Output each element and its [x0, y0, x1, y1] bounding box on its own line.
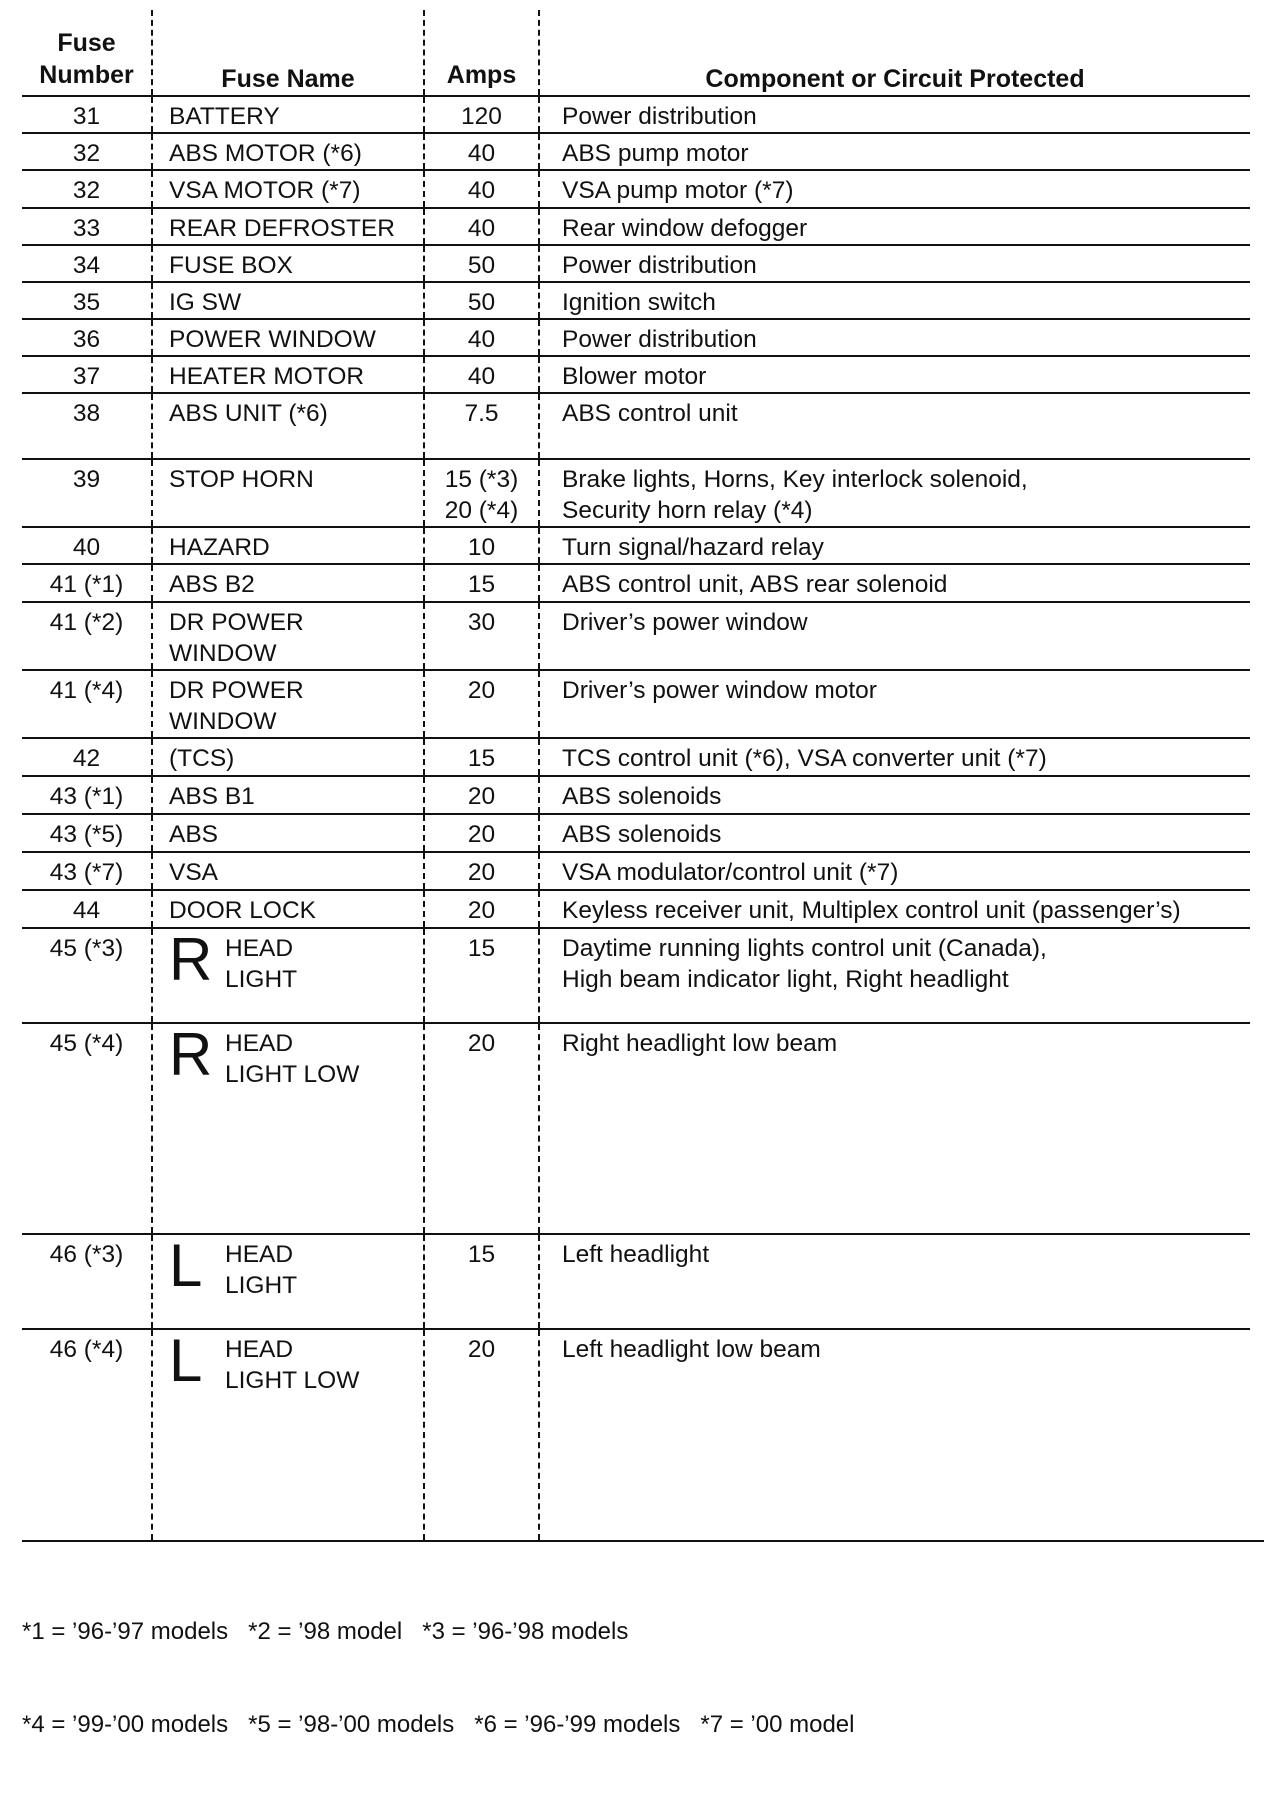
table-row	[22, 928, 1250, 1023]
fuse-name-line: ABS B1	[169, 783, 255, 810]
amps	[424, 393, 539, 459]
fuse-name-lines	[225, 933, 297, 995]
component	[539, 245, 1250, 282]
amps-value: 15	[467, 1241, 496, 1268]
fuse-name	[152, 96, 424, 133]
fuse-name	[152, 319, 424, 356]
component	[539, 814, 1250, 852]
table-row	[22, 527, 1250, 564]
fuse-number: 41 (*1)	[49, 571, 124, 598]
component	[539, 738, 1250, 776]
fuse-name-line: HAZARD	[169, 534, 270, 561]
component	[539, 527, 1250, 564]
fuse-name	[152, 1329, 424, 1540]
component-line: ABS solenoids	[562, 783, 722, 810]
amps-value: 7.5	[464, 400, 499, 427]
header-component: Component or Circuit Protected	[539, 10, 1250, 96]
fuse-name-line: HEAD	[225, 1030, 294, 1057]
fuse-table	[22, 10, 1250, 1540]
table-row	[22, 393, 1250, 459]
fuse-number: 40	[72, 534, 101, 561]
amps-value: 20	[467, 859, 496, 886]
table-row	[22, 1329, 1250, 1540]
component	[539, 602, 1250, 670]
amps-value: 20	[467, 897, 496, 924]
fuse-name	[152, 670, 424, 738]
fuse-number: 32	[72, 177, 101, 204]
component-line: Keyless receiver unit, Multiplex control unit (passenger’s)	[562, 897, 1181, 924]
fuse-name-line: LIGHT	[225, 966, 298, 993]
amps	[424, 133, 539, 170]
component	[539, 852, 1250, 890]
fuse-name-line: ABS UNIT (*6)	[169, 400, 328, 427]
component-line: High beam indicator light, Right headlight	[562, 966, 1009, 993]
component	[539, 133, 1250, 170]
table-row	[22, 602, 1250, 670]
fuse-number: 36	[72, 326, 101, 353]
component-line: Driver’s power window motor	[562, 677, 877, 704]
amps-value: 15	[467, 935, 496, 962]
fuse-name-lines	[225, 1028, 359, 1090]
component-line: ABS control unit	[562, 400, 738, 427]
header-fuse-name: Fuse Name	[152, 10, 424, 96]
amps	[424, 890, 539, 928]
fuse-number: 33	[72, 215, 101, 242]
amps	[424, 1234, 539, 1329]
amps	[424, 670, 539, 738]
amps	[424, 1329, 539, 1540]
amps	[424, 602, 539, 670]
component-line: ABS solenoids	[562, 821, 722, 848]
header-fuse-number-line1: Fuse	[57, 29, 116, 57]
component-line: Rear window defogger	[562, 215, 808, 242]
fuse-name-line: ABS B2	[169, 571, 255, 598]
fuse-name	[152, 602, 424, 670]
amps-value: 20	[467, 1030, 496, 1057]
fuse-number: 44	[72, 897, 101, 924]
amps-value: 15 (*3)	[444, 466, 519, 493]
fuse-number: 32	[72, 140, 101, 167]
component-line: ABS pump motor	[562, 140, 749, 167]
fuse-name	[152, 208, 424, 245]
amps-value: 40	[467, 215, 496, 242]
fuse-name-line: DOOR LOCK	[169, 897, 317, 924]
fuse-name	[152, 170, 424, 208]
amps	[424, 776, 539, 814]
amps-value: 15	[467, 745, 496, 772]
header-row	[22, 10, 1250, 96]
fuse-name-line: HEAD	[225, 1241, 294, 1268]
component-line: TCS control unit (*6), VSA converter unit (*7)	[562, 745, 1047, 772]
table-row	[22, 245, 1250, 282]
fuse-number: 42	[72, 745, 101, 772]
fuse-name	[152, 356, 424, 393]
fuse-name	[152, 527, 424, 564]
amps-value: 20	[467, 821, 496, 848]
component-line: ABS control unit, ABS rear solenoid	[562, 571, 948, 598]
fuse-name	[152, 738, 424, 776]
component-line: Left headlight low beam	[562, 1336, 821, 1363]
amps	[424, 319, 539, 356]
fuse-number: 45 (*4)	[49, 1030, 124, 1057]
fuse-name	[152, 133, 424, 170]
fuse-name	[152, 1234, 424, 1329]
component	[539, 282, 1250, 319]
component	[539, 393, 1250, 459]
table-row	[22, 133, 1250, 170]
amps	[424, 564, 539, 602]
fuse-name-line: ABS MOTOR (*6)	[169, 140, 362, 167]
fuse-number: 45 (*3)	[49, 935, 124, 962]
footnotes	[22, 1554, 1262, 1802]
table-row	[22, 1023, 1250, 1234]
component-line: Power distribution	[562, 252, 757, 279]
fuse-number: 43 (*1)	[49, 783, 124, 810]
fuse-name	[152, 852, 424, 890]
table-row	[22, 738, 1250, 776]
component-line: Ignition switch	[562, 289, 716, 316]
component-line: Blower motor	[562, 363, 707, 390]
table-row	[22, 96, 1250, 133]
fuse-number: 41 (*2)	[49, 609, 124, 636]
fuse-name-line: HEATER MOTOR	[169, 363, 365, 390]
amps-value: 20 (*4)	[444, 497, 519, 524]
amps-value: 10	[467, 534, 496, 561]
header-fuse-number-line2: Number	[39, 61, 134, 89]
table-row	[22, 890, 1250, 928]
component-line: Driver’s power window	[562, 609, 808, 636]
amps	[424, 1023, 539, 1234]
component-line: Daytime running lights control unit (Canada),	[562, 935, 1047, 962]
table-row	[22, 282, 1250, 319]
amps	[424, 928, 539, 1023]
amps-value: 15	[467, 571, 496, 598]
bottom-rule	[22, 1540, 1264, 1542]
fuse-name-line: LIGHT LOW	[225, 1367, 360, 1394]
fuse-name	[152, 459, 424, 527]
component	[539, 1234, 1250, 1329]
component	[539, 564, 1250, 602]
component	[539, 96, 1250, 133]
fuse-name	[152, 564, 424, 602]
fuse-number: 43 (*5)	[49, 821, 124, 848]
headlight-side: L	[169, 1232, 203, 1299]
fuse-name-lines	[225, 1239, 297, 1301]
table-row	[22, 319, 1250, 356]
component	[539, 170, 1250, 208]
component	[539, 1329, 1250, 1540]
fuse-number: 46 (*3)	[49, 1241, 124, 1268]
fuse-name-line: IG SW	[169, 289, 242, 316]
fuse-name	[152, 814, 424, 852]
amps-value: 50	[467, 289, 496, 316]
component	[539, 319, 1250, 356]
fuse-name-line: LIGHT	[225, 1272, 298, 1299]
component	[539, 928, 1250, 1023]
amps	[424, 356, 539, 393]
amps-value: 40	[467, 177, 496, 204]
amps-value: 120	[461, 103, 502, 130]
component-line: VSA modulator/control unit (*7)	[562, 859, 899, 886]
fuse-number: 41 (*4)	[49, 677, 124, 704]
amps	[424, 282, 539, 319]
fuse-name	[152, 245, 424, 282]
footnote-line1: *1 = ’96-’97 models *2 = ’98 model *3 = ’96-’98 models	[22, 1618, 629, 1645]
fuse-name-line: DR POWER	[169, 609, 304, 636]
fuse-name	[152, 890, 424, 928]
fuse-number: 43 (*7)	[49, 859, 124, 886]
headlight-side: R	[169, 1021, 213, 1088]
component-line: Power distribution	[562, 103, 757, 130]
amps-value: 30	[467, 609, 496, 636]
table-row	[22, 356, 1250, 393]
amps	[424, 852, 539, 890]
component	[539, 459, 1250, 527]
header-amps: Amps	[424, 10, 539, 96]
amps	[424, 208, 539, 245]
fuse-name-line: REAR DEFROSTER	[169, 215, 395, 242]
fuse-name-line: HEAD	[225, 935, 294, 962]
table-row	[22, 670, 1250, 738]
fuse-name-line: (TCS)	[169, 745, 235, 772]
fuse-name	[152, 393, 424, 459]
fuse-number: 34	[72, 252, 101, 279]
fuse-number: 39	[72, 466, 101, 493]
amps-value: 40	[467, 326, 496, 353]
fuse-number: 31	[72, 103, 101, 130]
amps	[424, 738, 539, 776]
fuse-name-line: POWER WINDOW	[169, 326, 376, 353]
component-line: Turn signal/hazard relay	[562, 534, 824, 561]
component	[539, 776, 1250, 814]
fuse-number: 38	[72, 400, 101, 427]
table-row	[22, 459, 1250, 527]
fuse-name-line: FUSE BOX	[169, 252, 293, 279]
fuse-number: 35	[72, 289, 101, 316]
amps	[424, 96, 539, 133]
fuse-name-line: VSA MOTOR (*7)	[169, 177, 361, 204]
fuse-name-line: VSA	[169, 859, 219, 886]
component	[539, 356, 1250, 393]
header-fuse-number	[22, 10, 152, 96]
table-row	[22, 170, 1250, 208]
fuse-number: 46 (*4)	[49, 1336, 124, 1363]
amps	[424, 814, 539, 852]
fuse-name-line: LIGHT LOW	[225, 1061, 360, 1088]
amps	[424, 245, 539, 282]
amps-value: 40	[467, 363, 496, 390]
component-line: Security horn relay (*4)	[562, 497, 813, 524]
amps	[424, 459, 539, 527]
fuse-name-line: WINDOW	[169, 708, 277, 735]
component-line: Right headlight low beam	[562, 1030, 838, 1057]
fuse-name-line: ABS	[169, 821, 219, 848]
fuse-name	[152, 928, 424, 1023]
amps	[424, 170, 539, 208]
table-row	[22, 814, 1250, 852]
component-line: VSA pump motor (*7)	[562, 177, 794, 204]
footnote-line2: *4 = ’99-’00 models *5 = ’98-’00 models *6 = ’96-’99 models *7 = ’00 model	[22, 1711, 855, 1738]
component-line: Left headlight	[562, 1241, 710, 1268]
table-row	[22, 852, 1250, 890]
component	[539, 208, 1250, 245]
fuse-name-line: WINDOW	[169, 640, 277, 667]
fuse-name-line: STOP HORN	[169, 466, 314, 493]
amps-value: 20	[467, 1336, 496, 1363]
fuse-name-line: DR POWER	[169, 677, 304, 704]
table-row	[22, 564, 1250, 602]
fuse-name-line: HEAD	[225, 1336, 294, 1363]
component-line: Brake lights, Horns, Key interlock solenoid,	[562, 466, 1028, 493]
amps-value: 40	[467, 140, 496, 167]
table-row	[22, 1234, 1250, 1329]
component-line: Power distribution	[562, 326, 757, 353]
amps-value: 50	[467, 252, 496, 279]
headlight-side: R	[169, 926, 213, 993]
fuse-name-lines	[225, 1334, 359, 1396]
amps-value: 20	[467, 677, 496, 704]
fuse-name	[152, 1023, 424, 1234]
component	[539, 1023, 1250, 1234]
component	[539, 890, 1250, 928]
fuse-name	[152, 776, 424, 814]
fuse-chart	[22, 10, 1262, 1802]
fuse-number: 37	[72, 363, 101, 390]
component	[539, 670, 1250, 738]
table-row	[22, 208, 1250, 245]
headlight-side: L	[169, 1327, 203, 1394]
amps-value: 20	[467, 783, 496, 810]
fuse-name-line: BATTERY	[169, 103, 280, 130]
amps	[424, 527, 539, 564]
table-row	[22, 776, 1250, 814]
fuse-name	[152, 282, 424, 319]
